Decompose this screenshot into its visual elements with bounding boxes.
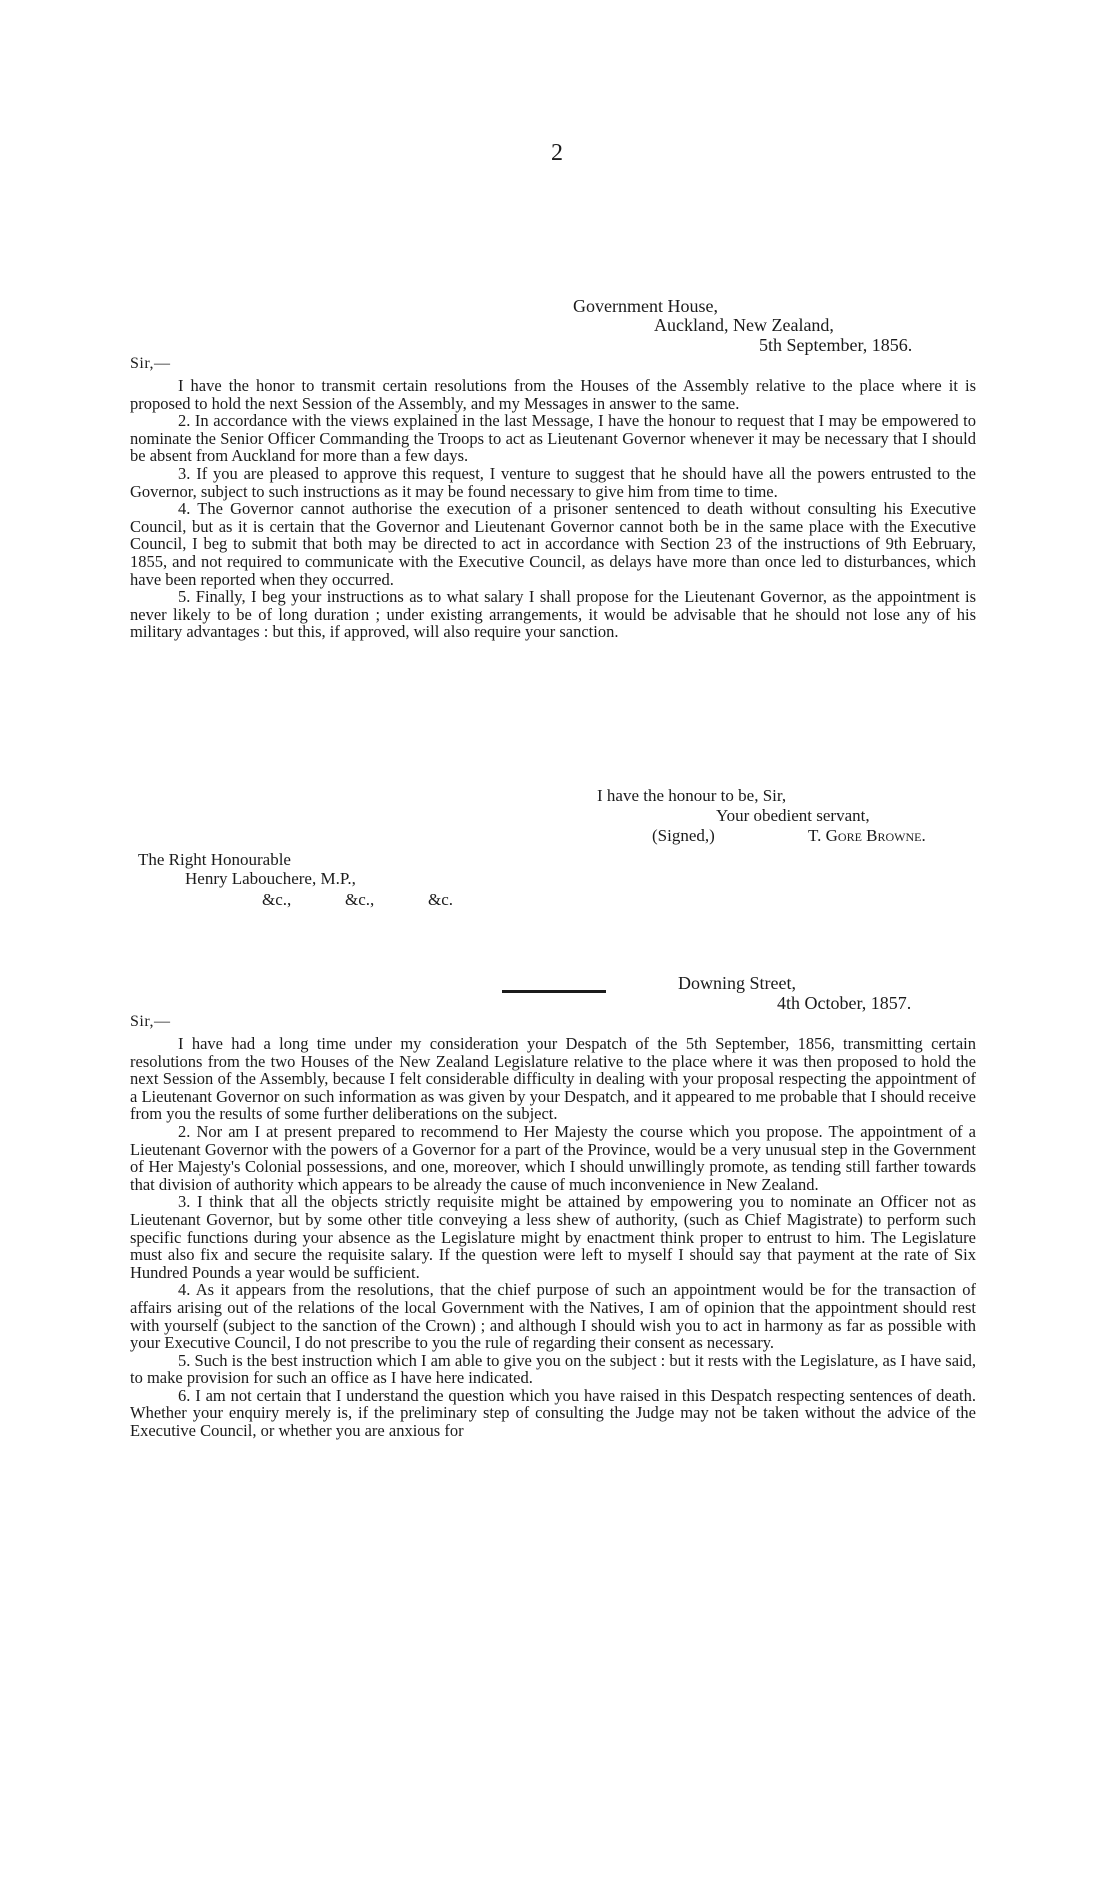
recipient-line-2: Henry Labouchere, M.P., — [185, 869, 356, 888]
letter1-paragraph-4: 4. The Governor cannot authorise the execution of a prisoner sentenced to death without consulting his Executive Council, but as it is certain that the Governor and Lieutenant Governor cannot both be in the same place with the Executive Council, I beg to submit that both may be directed to act in accordance with Section 23 of the instructions of 9th Eebruary, 1855, and not required to communicate with the Executive Council, as delays have more than once led to disturbances, which have been reported when they occurred. — [130, 499, 976, 589]
letter1-paragraph-3: 3. If you are pleased to approve this request, I venture to suggest that he should have all the powers entrusted to the Governor, subject to such instructions as it may be found necessary to give him from time to time. — [130, 463, 976, 501]
letter1-address-line-3: 5th September, 1856. — [759, 335, 913, 355]
letter2-body — [130, 1035, 976, 1440]
letter1-paragraph-1: I have the honor to transmit certain resolutions from the Houses of the Assembly relative to the place where it is proposed to hold the next Session of the Assembly, and my Messages in answer to the same. — [130, 376, 976, 413]
letter2-paragraph-3: 3. I think that all the objects strictly requisite might be attained by empowering you to nominate an Officer not as Lieutenant Governor, but by some other title conveying a less shew of authority, (such as Chief Magistrate) to perform such specific functions during your absence as the Legislature might by enactment think proper to entrust to him. The Legislature must also fix and secure the requisite salary. If the question were left to myself I should say that payment at the rate of Six Hundred Pounds a year would be sufficient. — [130, 1192, 976, 1282]
letter2-paragraph-1: I have had a long time under my consideration your Despatch of the 5th September, 1856, transmitting certain resolutions from the two Houses of the New Zealand Legislature relative to the place where it was then proposed to hold the next Session of the Assembly, because I felt considerable difficulty in dealing with your proposal respecting the appointment of a Lieutenant Governor on such information as was given by your Despatch, and it appeared to me probable that I should receive from you the results of some further deliberations on the subject. — [130, 1034, 976, 1124]
section-divider — [502, 990, 606, 993]
letter1-body — [130, 377, 976, 641]
letter1-paragraph-2: 2. In accordance with the views explained in the last Message, I have the honour to request that I may be empowered to nominate the Senior Officer Commanding the Troops to act as Lieutenant Governor whenever it may be necessary that I should be absent from Auckland for more than a few days. — [130, 411, 976, 466]
letter2-paragraph-2: 2. Nor am I at present prepared to recommend to Her Majesty the course which you propose. The appointment of a Lieutenant Governor with the powers of a Governor for a part of the Province, would be a very unusual step in the Government of Her Majesty's Colonial possessions, and one, moreover, which I should unwillingly promote, as tending still farther towards that division of authority which appears to be already the cause of much inconvenience in New Zealand. — [130, 1121, 976, 1194]
recipient-line-1: The Right Honourable — [138, 850, 291, 869]
recipient-etc-1: &c., — [262, 890, 292, 909]
letter1-closing-line-2: Your obedient servant, — [716, 806, 870, 825]
letter1-address-line-2: Auckland, New Zealand, — [654, 315, 834, 335]
letter1-signed-label: (Signed,) — [652, 826, 715, 845]
letter2-address-line-2: 4th October, 1857. — [777, 993, 912, 1013]
recipient-etc-2: &c., — [345, 890, 375, 909]
letter1-address-line-1: Government House, — [573, 296, 718, 316]
letter2-paragraph-5: 5. Such is the best instruction which I am able to give you on the subject : but it rests with the Legislature, as I have said, to make provision for such an office as I have here indicated. — [130, 1350, 976, 1388]
page-number: 2 — [551, 140, 563, 166]
letter2-paragraph-6: 6. I am not certain that I understand the question which you have raised in this Despatch respecting sentences of death. Whether your enquiry merely is, if the preliminary step of consulting the Judge may not be taken without the advice of the Executive Council, or whether you are anxious for — [130, 1385, 976, 1441]
letter1-salutation: Sir,— — [130, 355, 171, 372]
letter2-address-line-1: Downing Street, — [678, 973, 796, 993]
letter2-paragraph-4: 4. As it appears from the resolutions, that the chief purpose of such an appointment would be for the transaction of affairs arising out of the relations of the local Government with the Natives, I am of opinion that the appointment should rest with yourself (subject to the sanction of the Crown) ; and although I should wish you to act in harmony as far as possible with your Executive Council, I do not prescribe to you the rule of regarding their consent as necessary. — [130, 1280, 976, 1353]
letter1-paragraph-5: 5. Finally, I beg your instructions as to what salary I shall propose for the Lieutenant Governor, as the appointment is never likely to be of long duration ; under existing arrangements, it would be advisable that he should not lose any of his military advantages : but this, if approved, will also require your sanction. — [130, 587, 976, 642]
letter1-signature: T. Gore Browne. — [808, 826, 926, 845]
recipient-etc-3: &c. — [428, 890, 454, 909]
letter1-closing-line-1: I have the honour to be, Sir, — [597, 786, 787, 805]
letter2-salutation: Sir,— — [130, 1013, 171, 1030]
